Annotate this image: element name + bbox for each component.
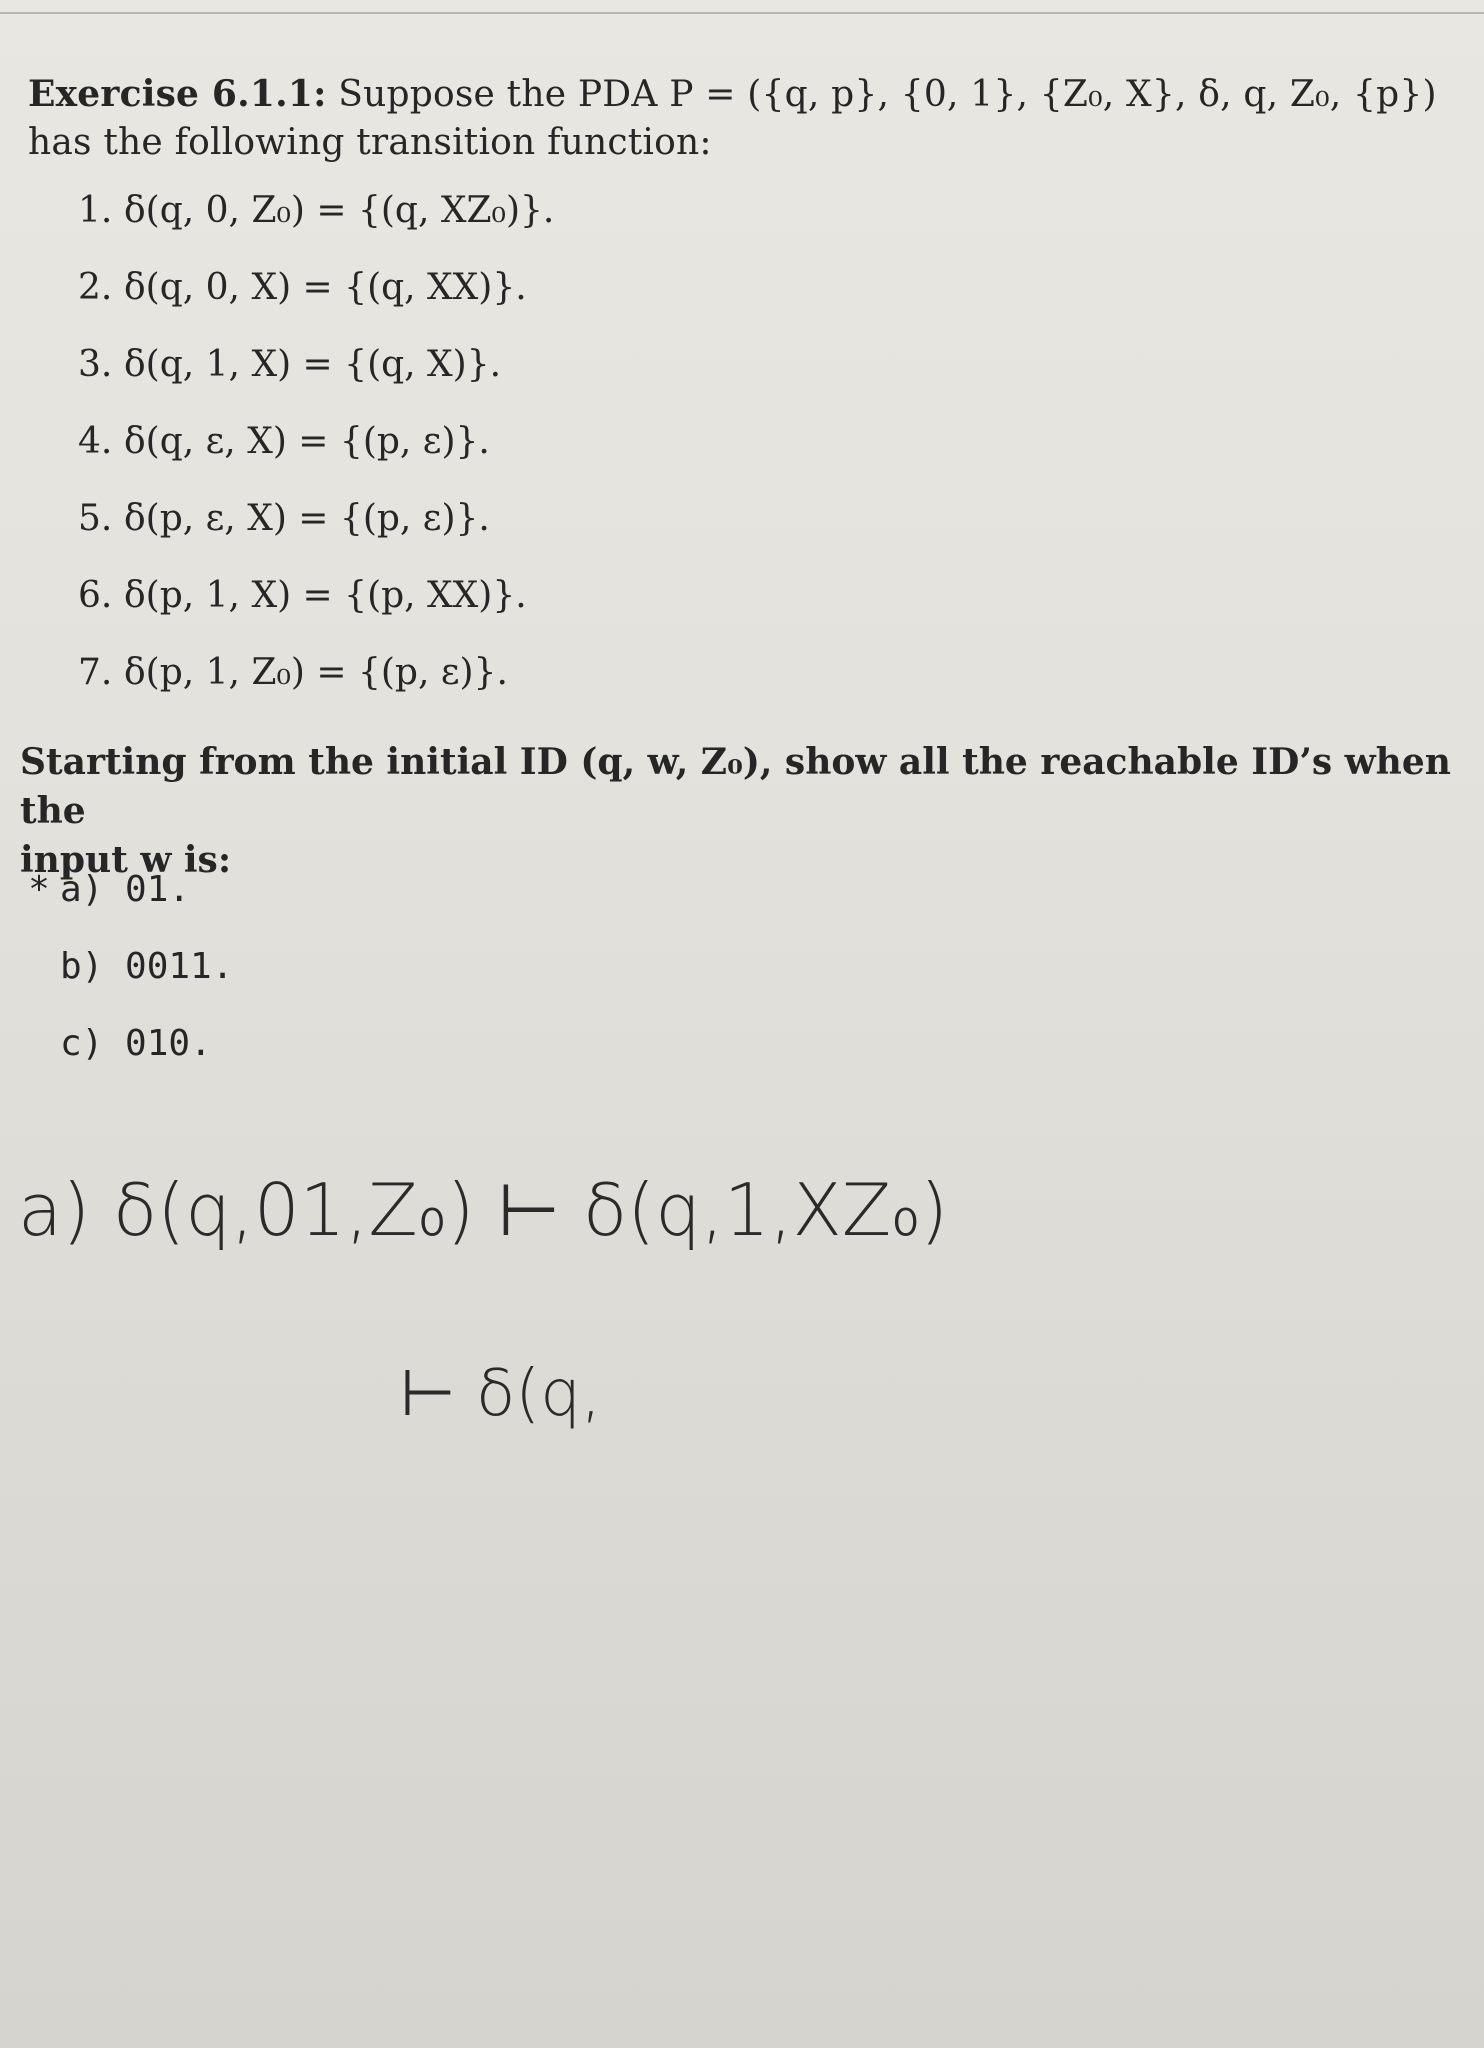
handwritten-line-1: a) δ(q,01,Z₀) ⊢ δ(q,1,XZ₀) — [18, 1168, 949, 1252]
exercise-block — [28, 70, 1458, 726]
instruction-line-1: Starting from the initial ID (q, w, Z₀), show all the reachable ID’s when the — [20, 741, 1451, 832]
exercise-part — [30, 866, 233, 943]
transition-function-list — [78, 187, 1458, 726]
rule-number: 7. — [78, 652, 113, 693]
handwritten-line-2: ⊢ δ(q, — [400, 1357, 602, 1431]
exercise-intro-continued: has the following transition function: — [28, 122, 712, 163]
exercise-statement — [28, 70, 1458, 167]
exercise-heading: Exercise 6.1.1: — [28, 73, 327, 115]
instruction-text — [20, 738, 1460, 885]
transition-rule — [78, 418, 1458, 495]
exercise-part — [30, 943, 233, 1020]
rule-number: 6. — [78, 575, 113, 616]
transition-rule — [78, 649, 1458, 726]
exercise-part — [30, 1020, 233, 1097]
rule-text: δ(p, ε, X) = {(p, ε)}. — [124, 498, 490, 539]
rule-text: δ(p, 1, X) = {(p, XX)}. — [124, 575, 527, 616]
rule-text: δ(q, 0, X) = {(q, XX)}. — [124, 267, 527, 308]
page-top-rule — [0, 12, 1484, 14]
rule-number: 5. — [78, 498, 113, 539]
rule-text: δ(q, 1, X) = {(q, X)}. — [124, 344, 502, 385]
part-label: b) 0011. — [60, 946, 234, 987]
part-label: a) 01. — [60, 869, 191, 910]
transition-rule — [78, 264, 1458, 341]
rule-text: δ(q, ε, X) = {(p, ε)}. — [124, 421, 490, 462]
rule-text: δ(p, 1, Z₀) = {(p, ε)}. — [124, 652, 508, 693]
transition-rule — [78, 495, 1458, 572]
handwritten-work — [0, 1140, 1484, 1440]
handwriting-drawing — [0, 1140, 1484, 1440]
instruction-line-2: input w is: — [20, 839, 232, 881]
rule-text: δ(q, 0, Z₀) = {(q, XZ₀)}. — [124, 190, 555, 231]
starred-marker: * — [30, 869, 48, 910]
transition-rule — [78, 341, 1458, 418]
rule-number: 2. — [78, 267, 113, 308]
transition-rule — [78, 572, 1458, 649]
transition-rule — [78, 187, 1458, 264]
part-label: c) 010. — [60, 1023, 212, 1064]
exercise-parts-list — [30, 866, 233, 1097]
rule-number: 4. — [78, 421, 113, 462]
rule-number: 1. — [78, 190, 113, 231]
exercise-intro: Suppose the PDA P = ({q, p}, {0, 1}, {Z₀, X}, δ, q, Z₀, {p}) — [338, 74, 1437, 115]
rule-number: 3. — [78, 344, 113, 385]
